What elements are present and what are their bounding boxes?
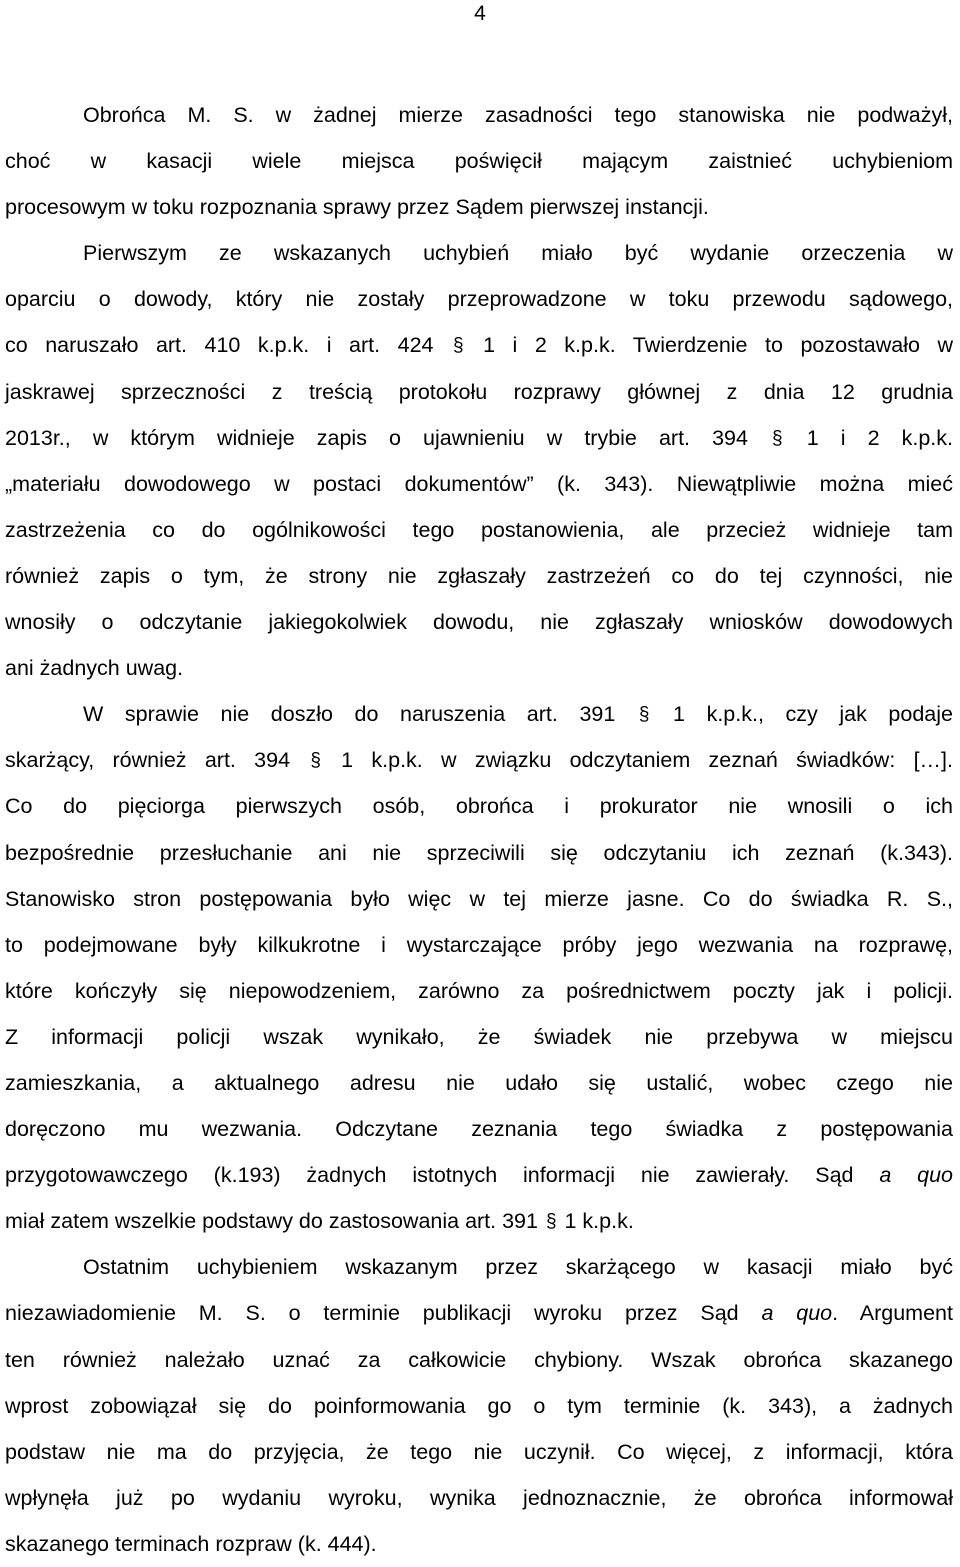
text-line: zamieszkania, a aktualnego adresu nie udało się ustalić, wobec czego nie <box>5 1070 953 1095</box>
text-line: co naruszało art. 410 k.p.k. i art. 424 § 1 i 2 k.p.k. Twierdzenie to pozostawało w <box>5 333 953 358</box>
text-line: procesowym w toku rozpoznania sprawy przez Sądem pierwszej instancji. <box>5 195 709 220</box>
text-line: Stanowisko stron postępowania było więc w tej mierze jasne. Co do świadka R. S., <box>5 886 953 911</box>
text-line: również zapis o tym, że strony nie zgłaszały zastrzeżeń co do tej czynności, nie <box>5 563 953 588</box>
text-line: jaskrawej sprzeczności z treścią protokołu rozprawy głównej z dnia 12 grudnia <box>5 379 953 404</box>
text-line: oparciu o dowody, który nie zostały przeprowadzone w toku przewodu sądowego, <box>5 287 953 312</box>
text-line: skarżący, również art. 394 § 1 k.p.k. w związku odczytaniem zeznań świadków: […]. <box>5 748 953 773</box>
text-line: Obrońca M. S. w żadnej mierze zasadności tego stanowiska nie podważył, <box>83 103 953 127</box>
text-line: Ostatnim uchybieniem wskazanym przez skarżącego w kasacji miało być <box>83 1255 953 1280</box>
text-line: przygotowawczego (k.193) żadnych istotnych informacji nie zawierały. Sąd a quo <box>5 1163 953 1188</box>
text-line: podstaw nie ma do przyjęcia, że tego nie uczynił. Co więcej, z informacji, która <box>5 1439 953 1464</box>
text-line: 2013r., w którym widnieje zapis o ujawnieniu w trybie art. 394 § 1 i 2 k.p.k. <box>5 425 953 450</box>
page-number: 4 <box>474 2 486 25</box>
text-line: Pierwszym ze wskazanych uchybień miało być wydanie orzeczenia w <box>83 241 953 266</box>
text-line: ten również należało uznać za całkowicie chybiony. Wszak obrońca skazanego <box>5 1347 953 1372</box>
text-line: to podejmowane były kilkukrotne i wystarczające próby jego wezwania na rozprawę, <box>5 932 953 957</box>
text-line: bezpośrednie przesłuchanie ani nie sprzeciwili się odczytaniu ich zeznań (k.343). <box>5 840 953 865</box>
text-line: choć w kasacji wiele miejsca poświęcił mającym zaistnieć uchybieniom <box>5 149 953 174</box>
text-line: W sprawie nie doszło do naruszenia art. 391 § 1 k.p.k., czy jak podaje <box>83 702 953 727</box>
text-line: ani żadnych uwag. <box>5 656 184 681</box>
text-line: niezawiadomienie M. S. o terminie publikacji wyroku przez Sąd a quo. Argument <box>5 1301 953 1326</box>
document-body <box>5 92 953 1567</box>
text-line: doręczono mu wezwania. Odczytane zeznania tego świadka z postępowania <box>5 1117 953 1142</box>
text-line: Z informacji policji wszak wynikało, że świadek nie przebywa w miejscu <box>5 1024 953 1049</box>
text-line: skazanego terminach rozpraw (k. 444). <box>5 1531 377 1556</box>
text-line: wnosiły o odczytanie jakiegokolwiek dowodu, nie zgłaszały wniosków dowodowych <box>5 610 953 635</box>
text-line: wpłynęła już po wydaniu wyroku, wynika jednoznacznie, że obrońca informował <box>5 1485 953 1510</box>
text-line: „materiału dowodowego w postaci dokumentów” (k. 343). Niewątpliwie można mieć <box>5 471 953 496</box>
text-line: miał zatem wszelkie podstawy do zastosowania art. 391 § 1 k.p.k. <box>5 1209 634 1234</box>
text-line: zastrzeżenia co do ogólnikowości tego postanowienia, ale przecież widnieje tam <box>5 517 953 542</box>
text-line: Co do pięciorga pierwszych osób, obrońca i prokurator nie wnosili o ich <box>5 794 953 819</box>
text-line: wprost zobowiązał się do poinformowania go o tym terminie (k. 343), a żadnych <box>5 1393 953 1418</box>
text-line: które kończyły się niepowodzeniem, zarówno za pośrednictwem poczty jak i policji. <box>5 978 953 1003</box>
